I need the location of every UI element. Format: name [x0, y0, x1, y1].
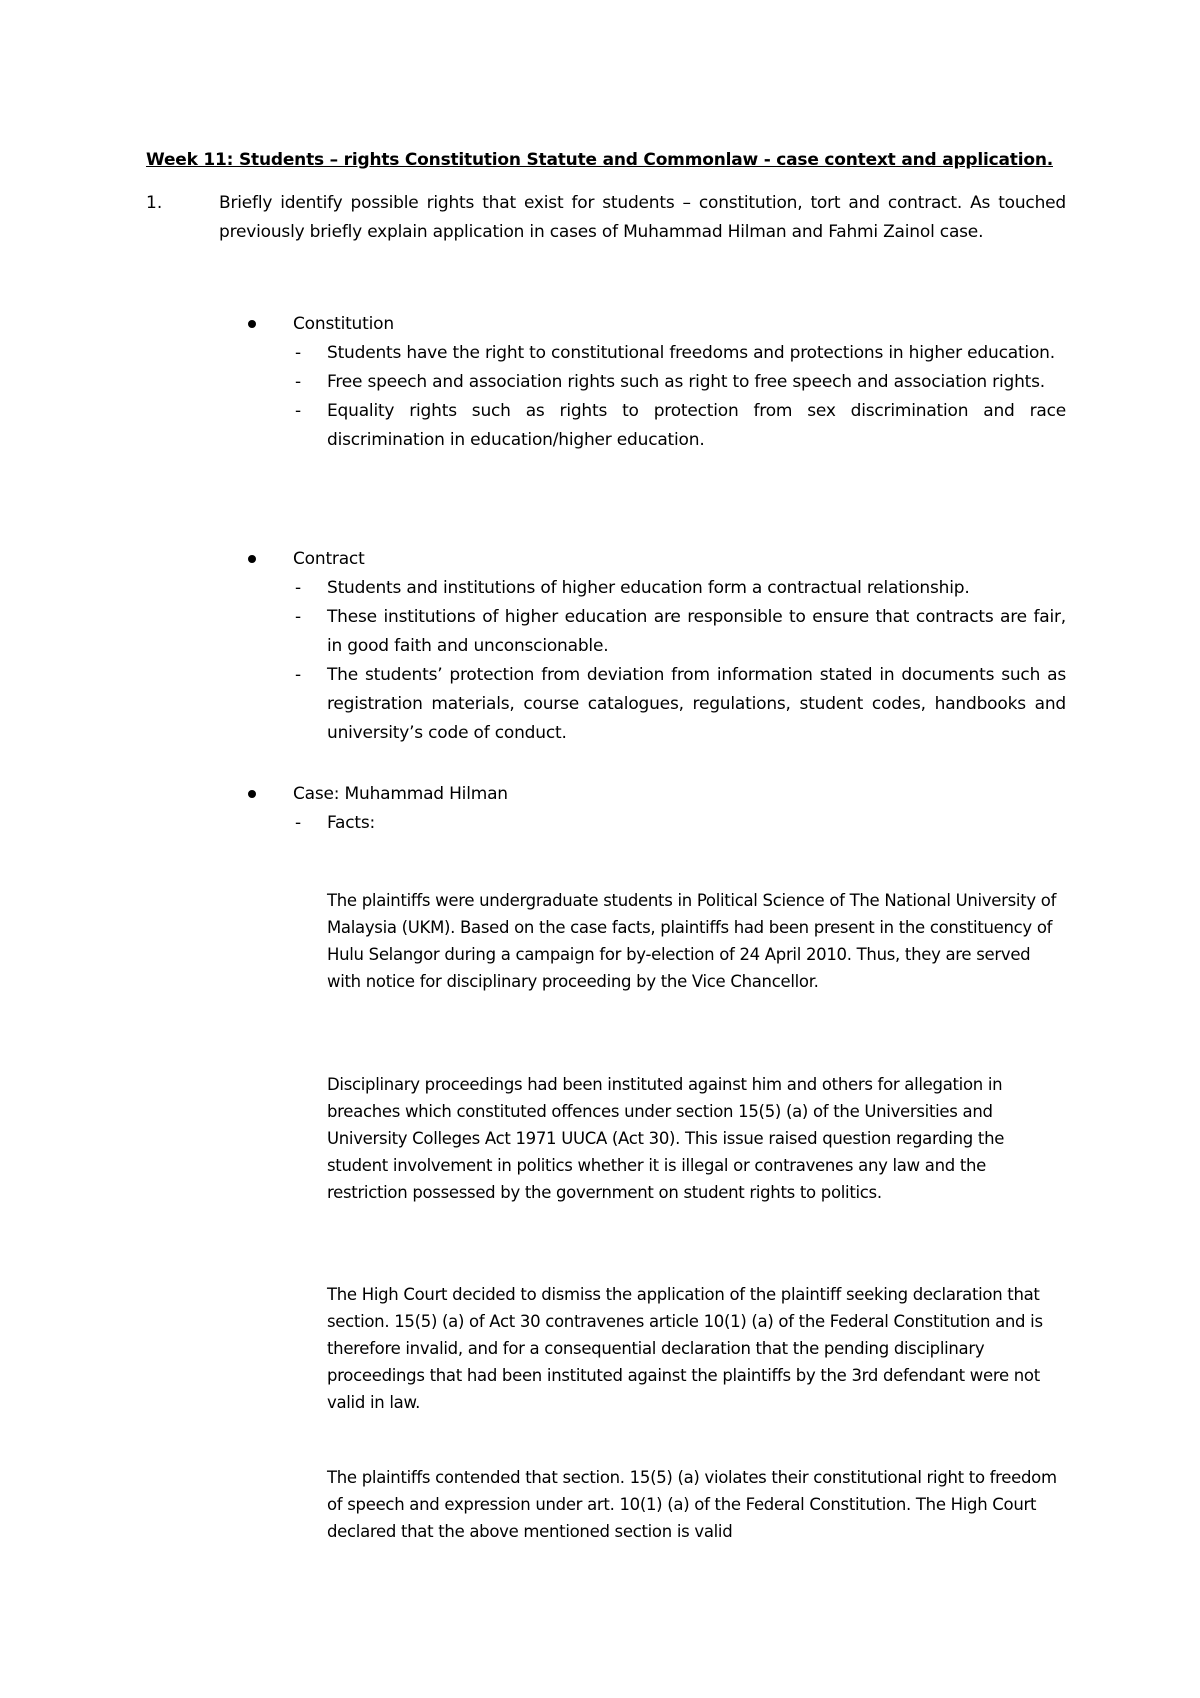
- section-contract: [248, 545, 1066, 748]
- document-title: Week 11: Students – rights Constitution Statute and Commonlaw - case context and application.: [146, 150, 1053, 170]
- case-paragraph: The plaintiffs contended that section. 15(5) (a) violates their constitutional right to freedom of speech and expression under art. 10(1) (a) of the Federal Constitution. The High Court declared that the above mentioned section is valid: [327, 1468, 1057, 1541]
- list-item: - These institutions of higher education are responsible to ensure that contracts are fair, in good faith and unconscionable.: [295, 607, 1066, 656]
- dash-list: [248, 574, 1066, 748]
- question-text: Briefly identify possible rights that exist for students – constitution, tort and contract. As touched previously briefly explain application in cases of Muhammad Hilman and Fahmi Zainol case.: [219, 193, 1066, 242]
- list-item: - Students and institutions of higher education form a contractual relationship.: [295, 578, 970, 598]
- list-item: - The students’ protection from deviation from information stated in documents such as registration materials, course catalogues, regulations, student codes, handbooks and university’s code of conduct.: [295, 665, 1066, 743]
- list-item: - Equality rights such as rights to protection from sex discrimination and race discrimination in education/higher education.: [295, 401, 1066, 450]
- section-case: [248, 780, 1066, 838]
- bullet-icon: [248, 555, 256, 563]
- section-heading: Constitution: [293, 314, 394, 334]
- bullet-icon: [248, 320, 256, 328]
- bullet-icon: [248, 790, 256, 798]
- case-paragraph: The High Court decided to dismiss the application of the plaintiff seeking declaration that section. 15(5) (a) of Act 30 contravenes article 10(1) (a) of the Federal Constitution and is therefore invalid, and for a consequential declaration that the pending disciplinary proceedings that had been instituted against the plaintiffs by the 3rd defendant were not valid in law.: [327, 1285, 1043, 1412]
- question-1: [146, 189, 1066, 247]
- dash-list: [248, 339, 1066, 455]
- section-heading: Case: Muhammad Hilman: [293, 784, 508, 804]
- list-item: - Free speech and association rights such as right to free speech and association rights.: [295, 372, 1045, 392]
- section-heading: Contract: [293, 549, 365, 569]
- case-paragraph: The plaintiffs were undergraduate students in Political Science of The National University of Malaysia (UKM). Based on the case facts, plaintiffs had been present in the constituency of Hulu Selangor during a campaign for by-election of 24 April 2010. Thus, they are served with notice for disciplinary proceeding by the Vice Chancellor.: [327, 891, 1057, 991]
- section-constitution: [248, 310, 1066, 455]
- question-number: 1.: [146, 193, 163, 213]
- list-item: - Facts:: [295, 813, 376, 833]
- dash-list: [248, 809, 1066, 838]
- list-item: - Students have the right to constitutional freedoms and protections in higher education.: [295, 343, 1055, 363]
- case-paragraph: Disciplinary proceedings had been instituted against him and others for allegation in breaches which constituted offences under section 15(5) (a) of the Universities and University Colleges Act 1971 UUCA (Act 30). This issue raised question regarding the student involvement in politics whether it is illegal or contravenes any law and the restriction possessed by the government on student rights to politics.: [327, 1075, 1005, 1202]
